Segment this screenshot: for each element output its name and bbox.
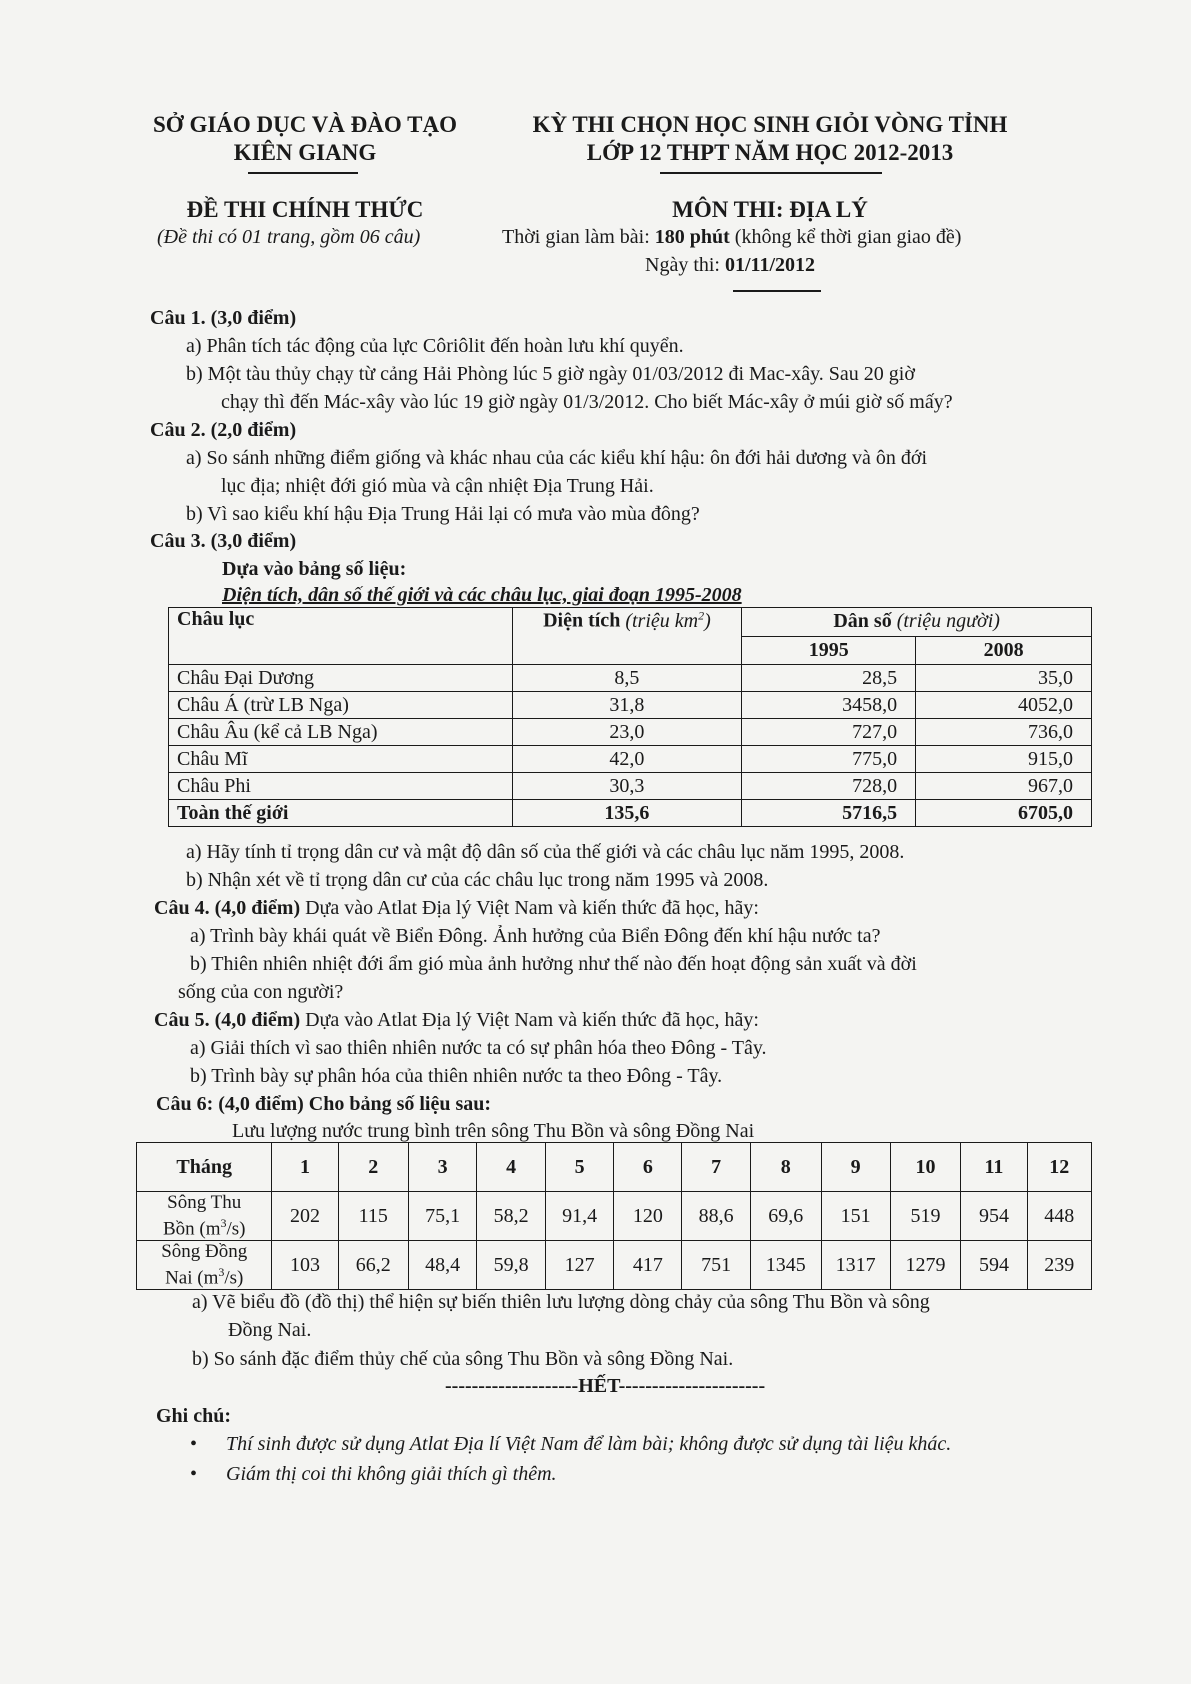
population-table (168, 607, 1092, 827)
flow-cell: 417 (614, 1241, 682, 1290)
header-year-2008: 2008 (916, 636, 1092, 665)
q4-title: Câu 4. (4,0 điểm) Dựa vào Atlat Địa lý Việt Nam và kiến thức đã học, hãy: (154, 897, 759, 919)
month-cell: 4 (477, 1143, 545, 1192)
q1-b-line2: chạy thì đến Mác-xây vào lúc 19 giờ ngày 01/3/2012. Cho biết Mác-xây ở múi giờ số mấy? (221, 391, 953, 413)
flow-cell: 239 (1027, 1241, 1091, 1290)
q4-b-line1: b) Thiên nhiên nhiệt đới ẩm gió mùa ảnh hưởng như thế nào đến hoạt động sản xuất và đời (190, 953, 917, 975)
flow-cell: 151 (821, 1192, 890, 1241)
header-year-1995: 1995 (742, 636, 916, 665)
q2-a-line1: a) So sánh những điểm giống và khác nhau của các kiểu khí hậu: ôn đới hải dương và ôn đới (186, 447, 928, 469)
area-value: 30,3 (512, 773, 742, 800)
table-total-row (169, 800, 1092, 827)
month-cell: 5 (545, 1143, 613, 1192)
flow-cell: 120 (614, 1192, 682, 1241)
flow-cell: 66,2 (338, 1241, 408, 1290)
date-rule (733, 290, 821, 292)
note-item: • Giám thị coi thi không giải thích gì thêm. (190, 1463, 557, 1485)
flow-cell: 91,4 (545, 1192, 613, 1241)
q2-a-line2: lục địa; nhiệt đới gió mùa và cận nhiệt Địa Trung Hải. (221, 475, 654, 497)
pop-1995-value: 28,5 (742, 665, 916, 692)
pop-1995-value: 3458,0 (742, 692, 916, 719)
total-pop-2008: 6705,0 (916, 800, 1092, 827)
bullet-icon: • (190, 1433, 198, 1455)
total-pop-1995: 5716,5 (742, 800, 916, 827)
total-area: 135,6 (512, 800, 742, 827)
continent-name: Châu Á (trừ LB Nga) (169, 692, 513, 719)
time-line: Thời gian làm bài: 180 phút (không kể thời gian giao đề) (502, 226, 962, 248)
flow-cell: 751 (682, 1241, 750, 1290)
q3-title: Câu 3. (3,0 điểm) (150, 530, 297, 552)
dept-name: SỞ GIÁO DỤC VÀ ĐÀO TẠO (153, 112, 457, 137)
flow-cell: 59,8 (477, 1241, 545, 1290)
bullet-icon: • (190, 1463, 198, 1485)
pages-note: (Đề thi có 01 trang, gồm 06 câu) (157, 226, 421, 248)
header-continent: Châu lục (169, 608, 513, 665)
subject-label: MÔN THI: ĐỊA LÝ (672, 197, 868, 222)
end-mark: --------------------HẾT---------------------- (445, 1375, 766, 1397)
q3-a: a) Hãy tính tỉ trọng dân cư và mật độ dân số của thế giới và các châu lục năm 1995, 2008. (186, 841, 905, 863)
month-header-row (137, 1143, 1092, 1192)
note-item: • Thí sinh được sử dụng Atlat Địa lí Việt Nam để làm bài; không được sử dụng tài liệu khác. (190, 1433, 952, 1455)
table-row (169, 665, 1092, 692)
flow-cell: 954 (961, 1192, 1027, 1241)
flow-cell: 202 (272, 1192, 338, 1241)
flow-cell: 58,2 (477, 1192, 545, 1241)
flow-cell: 88,6 (682, 1192, 750, 1241)
q2-title: Câu 2. (2,0 điểm) (150, 419, 297, 441)
q6-a-line2: Đồng Nai. (228, 1319, 312, 1341)
continent-name: Châu Âu (kể cả LB Nga) (169, 719, 513, 746)
total-name: Toàn thế giới (169, 800, 513, 827)
header-area: Diện tích (triệu $km^2$) (512, 608, 742, 665)
continent-name: Châu Mĩ (169, 746, 513, 773)
q2-b: b) Vì sao kiểu khí hậu Địa Trung Hải lại có mưa vào mùa đông? (186, 503, 700, 525)
header-population: Dân số (triệu người) (742, 608, 1092, 637)
area-value: 8,5 (512, 665, 742, 692)
q5-b: b) Trình bày sự phân hóa của thiên nhiên nước ta theo Đông - Tây. (190, 1065, 723, 1087)
pop-2008-value: 4052,0 (916, 692, 1092, 719)
month-cell: 12 (1027, 1143, 1091, 1192)
q6-title: Câu 6: (4,0 điểm) Cho bảng số liệu sau: (156, 1093, 492, 1115)
thu-bon-row (137, 1192, 1092, 1241)
pop-2008-value: 967,0 (916, 773, 1092, 800)
area-value: 42,0 (512, 746, 742, 773)
q1-title: Câu 1. (3,0 điểm) (150, 307, 297, 329)
month-cell: 7 (682, 1143, 750, 1192)
official-label: ĐỀ THI CHÍNH THỨC (186, 197, 424, 222)
flow-cell: 1345 (750, 1241, 821, 1290)
q6-b: b) So sánh đặc điểm thủy chế của sông Thu Bồn và sông Đồng Nai. (192, 1348, 734, 1370)
q5-title: Câu 5. (4,0 điểm) Dựa vào Atlat Địa lý Việt Nam và kiến thức đã học, hãy: (154, 1009, 759, 1031)
q4-a: a) Trình bày khái quát về Biển Đông. Ảnh hưởng của Biển Đông đến khí hậu nước ta? (190, 925, 881, 947)
table-row (169, 719, 1092, 746)
flow-cell: 448 (1027, 1192, 1091, 1241)
q3-table-title: Diện tích, dân số thế giới và các châu lục, giai đoạn 1995-2008 (222, 584, 742, 606)
table-row (169, 773, 1092, 800)
flow-cell: 115 (338, 1192, 408, 1241)
flow-cell: 127 (545, 1241, 613, 1290)
q4-b-line2: sống của con người? (178, 981, 344, 1003)
river-flow-table (136, 1142, 1092, 1290)
q3-b: b) Nhận xét về tỉ trọng dân cư của các châu lục trong năm 1995 và 2008. (186, 869, 769, 891)
notes-title: Ghi chú: (156, 1405, 232, 1427)
pop-1995-value: 728,0 (742, 773, 916, 800)
q6-table-title: Lưu lượng nước trung bình trên sông Thu Bồn và sông Đồng Nai (232, 1120, 755, 1142)
table-header-row (169, 608, 1092, 637)
flow-cell: 1279 (890, 1241, 961, 1290)
dong-nai-label: Sông Đồng Nai $(m^3/s)$ (137, 1241, 272, 1290)
month-cell: 2 (338, 1143, 408, 1192)
pop-2008-value: 736,0 (916, 719, 1092, 746)
header-rule-right (660, 172, 882, 174)
flow-cell: 519 (890, 1192, 961, 1241)
table-row (169, 746, 1092, 773)
month-cell: 10 (890, 1143, 961, 1192)
month-cell: 8 (750, 1143, 821, 1192)
month-cell: 3 (408, 1143, 476, 1192)
flow-cell: 594 (961, 1241, 1027, 1290)
month-label: Tháng (137, 1143, 272, 1192)
month-cell: 9 (821, 1143, 890, 1192)
area-value: 23,0 (512, 719, 742, 746)
header-rule-left (248, 172, 358, 174)
pop-1995-value: 727,0 (742, 719, 916, 746)
month-cell: 6 (614, 1143, 682, 1192)
flow-cell: 48,4 (408, 1241, 476, 1290)
thu-bon-label: Sông Thu Bồn $(m^3/s)$ (137, 1192, 272, 1241)
q5-a: a) Giải thích vì sao thiên nhiên nước ta có sự phân hóa theo Đông - Tây. (190, 1037, 767, 1059)
pop-2008-value: 35,0 (916, 665, 1092, 692)
exam-date: Ngày thi: 01/11/2012 (645, 254, 816, 276)
continent-name: Châu Đại Dương (169, 665, 513, 692)
flow-cell: 69,6 (750, 1192, 821, 1241)
pop-2008-value: 915,0 (916, 746, 1092, 773)
exam-grade-year: LỚP 12 THPT NĂM HỌC 2012-2013 (586, 140, 954, 165)
table-row (169, 692, 1092, 719)
flow-cell: 75,1 (408, 1192, 476, 1241)
q6-a-line1: a) Vẽ biểu đồ (đồ thị) thể hiện sự biến thiên lưu lượng dòng chảy của sông Thu Bồn và sông (192, 1291, 930, 1313)
flow-cell: 1317 (821, 1241, 890, 1290)
pop-1995-value: 775,0 (742, 746, 916, 773)
flow-cell: 103 (272, 1241, 338, 1290)
q1-b-line1: b) Một tàu thủy chạy từ cảng Hải Phòng lúc 5 giờ ngày 01/03/2012 đi Mac-xây. Sau 20 giờ (186, 363, 915, 385)
exam-title: KỲ THI CHỌN HỌC SINH GIỎI VÒNG TỈNH (532, 112, 1008, 137)
q1-a: a) Phân tích tác động của lực Côriôlit đến hoàn lưu khí quyển. (186, 335, 684, 357)
dong-nai-row (137, 1241, 1092, 1290)
month-cell: 1 (272, 1143, 338, 1192)
province-name: KIÊN GIANG (233, 140, 377, 165)
q3-intro: Dựa vào bảng số liệu: (222, 558, 407, 580)
continent-name: Châu Phi (169, 773, 513, 800)
area-value: 31,8 (512, 692, 742, 719)
month-cell: 11 (961, 1143, 1027, 1192)
